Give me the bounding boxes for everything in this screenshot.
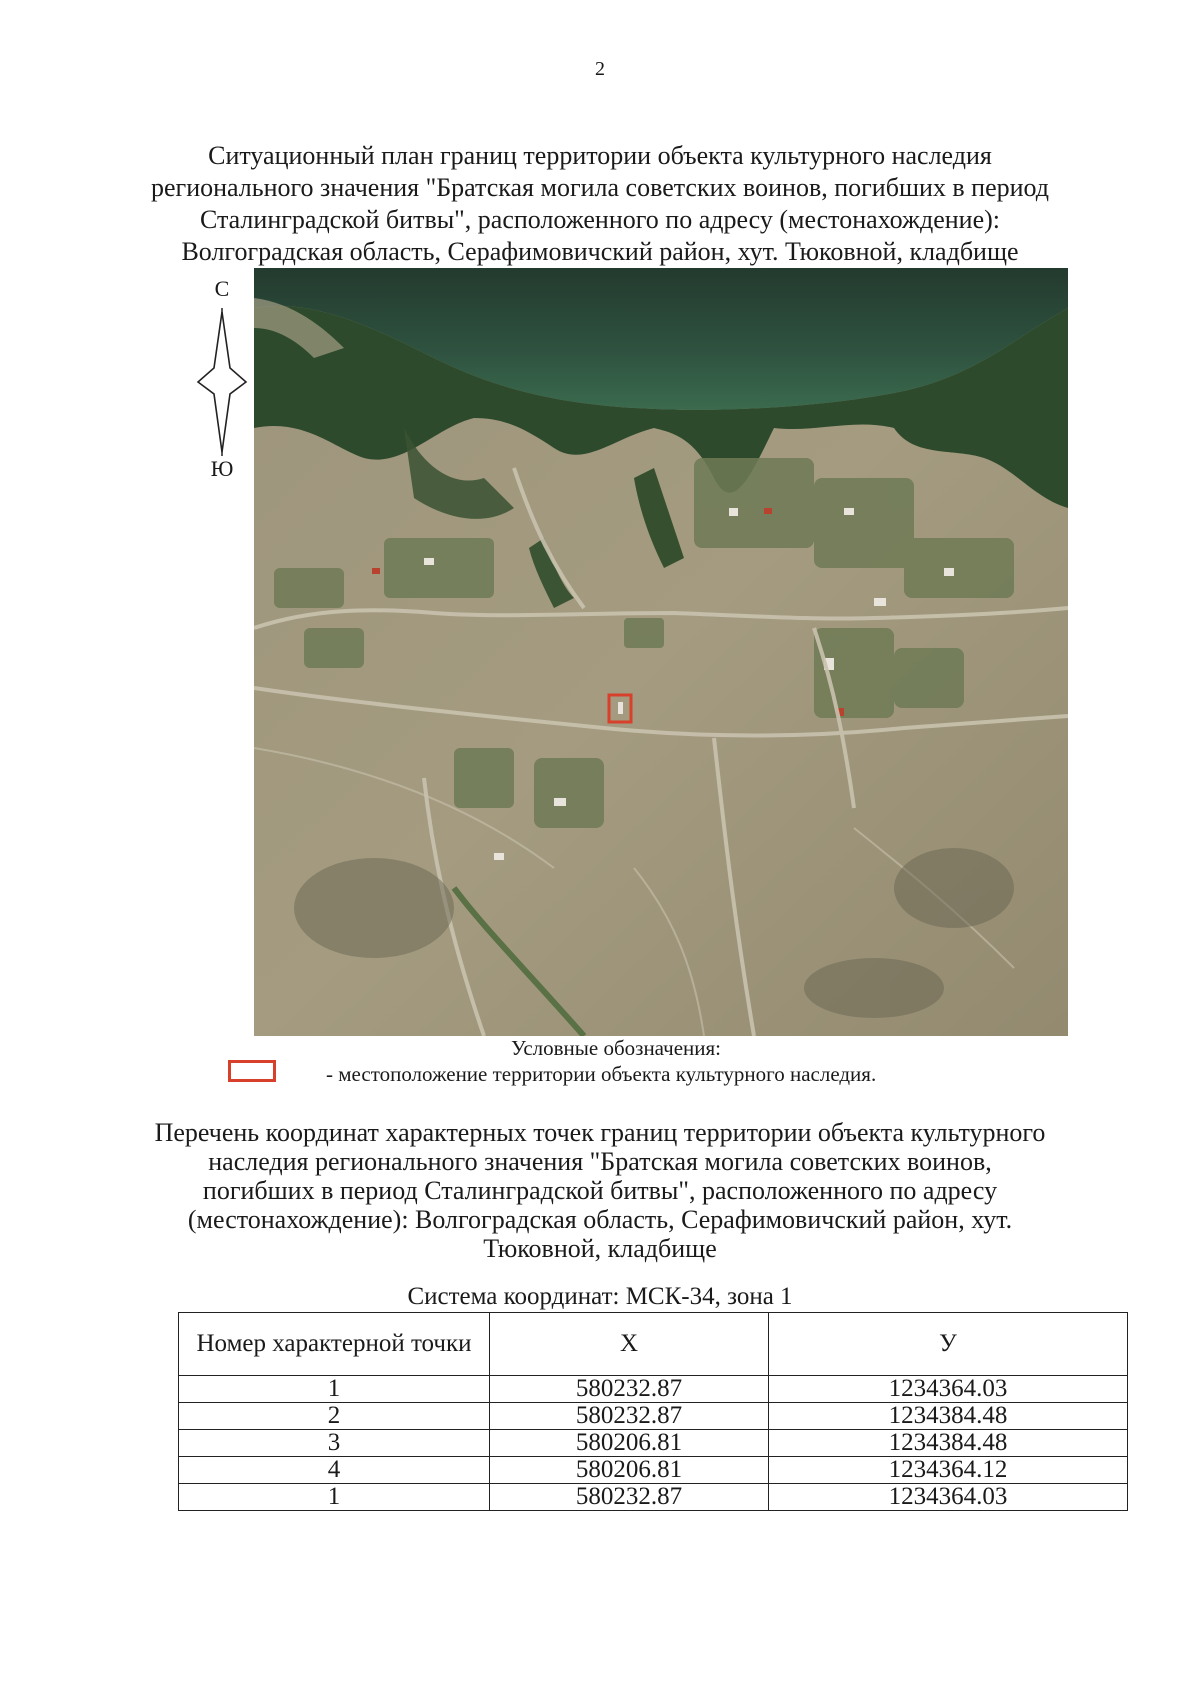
point-y: 1234384.48 — [769, 1430, 1128, 1457]
table-row — [179, 1403, 1128, 1430]
satellite-map-image — [254, 268, 1068, 1036]
point-x: 580232.87 — [490, 1484, 769, 1511]
point-x: 580206.81 — [490, 1430, 769, 1457]
plan-title: Ситуационный план границ территории объекта культурного наследия регионального значения "Братская могила советских воинов, погибших в период Сталинградской битвы", расположенного по адресу (местонахождение): Волгоградская область, Серафимовичский район, хут. Тюковной, кладбище — [150, 141, 1049, 266]
table-row — [179, 1430, 1128, 1457]
table-row — [179, 1376, 1128, 1403]
coordinates-table — [178, 1312, 1128, 1511]
point-y: 1234364.12 — [769, 1457, 1128, 1484]
table-row — [179, 1484, 1128, 1511]
header-x: X — [490, 1313, 769, 1376]
page-number: 2 — [595, 58, 605, 80]
point-number: 3 — [179, 1430, 490, 1457]
point-y: 1234364.03 — [769, 1376, 1128, 1403]
table-row — [179, 1457, 1128, 1484]
compass-north-label: С — [214, 276, 230, 301]
point-y: 1234364.03 — [769, 1484, 1128, 1511]
compass-south-label: Ю — [210, 456, 234, 481]
legend-item-text: - местоположение территории объекта культурного наследия. — [326, 1062, 877, 1086]
satellite-map — [254, 268, 1068, 1036]
table-header-row — [179, 1313, 1128, 1376]
point-number: 1 — [179, 1376, 490, 1403]
legend-title-text: Условные обозначения: — [510, 1036, 722, 1060]
header-point-number: Номер характерной точки — [179, 1313, 490, 1376]
legend-swatch — [228, 1060, 276, 1082]
point-x: 580232.87 — [490, 1403, 769, 1430]
point-number: 4 — [179, 1457, 490, 1484]
north-arrow — [196, 276, 256, 481]
legend-title — [0, 1036, 1200, 1061]
north-arrow-icon — [196, 306, 248, 456]
header-y: У — [769, 1313, 1128, 1376]
point-y: 1234384.48 — [769, 1403, 1128, 1430]
point-number: 1 — [179, 1484, 490, 1511]
point-x: 580206.81 — [490, 1457, 769, 1484]
point-x: 580232.87 — [490, 1376, 769, 1403]
coordinates-list-title: Перечень координат характерных точек границ территории объекта культурного наследия регионального значения "Братская могила советских воинов, погибших в период Сталинградской битвы", расположенного по адресу (местонахождение): Волгоградская область, Серафимовичский район, хут. Тюковной, кладбище — [154, 1118, 1046, 1263]
coordinate-system: Система координат: МСК-34, зона 1 — [407, 1283, 793, 1310]
point-number: 2 — [179, 1403, 490, 1430]
